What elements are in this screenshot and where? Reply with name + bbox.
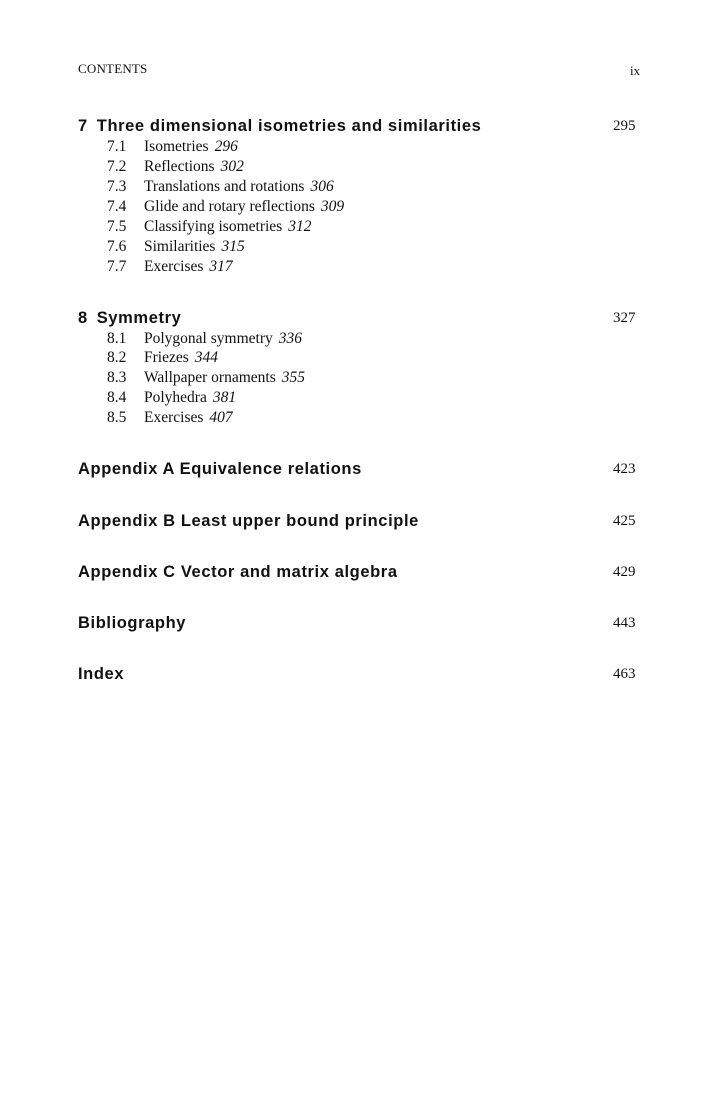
section-page: 317 [209, 258, 233, 275]
section-page: 336 [278, 330, 302, 347]
section-number: 8.5 [107, 409, 127, 426]
section-page: 315 [221, 238, 245, 255]
chapter-number: 8 [78, 309, 88, 327]
section-page: 344 [194, 349, 219, 366]
section-number: 7.7 [107, 258, 127, 275]
section-title: Glide and rotary reflections [144, 198, 315, 215]
section-page: 309 [320, 198, 345, 215]
section-7-4[interactable] [107, 198, 344, 216]
section-7-7[interactable] [107, 258, 233, 276]
section-7-2[interactable] [107, 158, 244, 176]
section-title: Isometries [144, 138, 209, 155]
section-title: Similarities [144, 238, 216, 255]
section-7-1[interactable] [107, 138, 238, 156]
appendix-b-heading[interactable]: Appendix B Least upper bound principle [78, 512, 419, 530]
appendix-a-page: 423 [613, 461, 636, 477]
section-page: 296 [214, 138, 238, 155]
section-7-3[interactable] [107, 178, 334, 196]
section-title: Polygonal symmetry [144, 330, 273, 347]
section-number: 7.4 [107, 198, 127, 215]
section-title: Reflections [144, 158, 215, 175]
section-number: 8.3 [107, 369, 127, 386]
section-8-3[interactable] [107, 369, 305, 387]
chapter-title: Three dimensional isometries and similarities [96, 117, 482, 135]
bibliography-page: 443 [613, 615, 636, 631]
chapter-7-page: 295 [613, 118, 636, 134]
section-number: 7.5 [107, 218, 127, 235]
page-folio: ix [630, 63, 641, 78]
section-7-6[interactable] [107, 238, 245, 256]
appendix-b-page: 425 [613, 513, 636, 529]
section-number: 8.4 [107, 389, 127, 406]
appendix-c-page: 429 [613, 564, 636, 580]
section-title: Classifying isometries [144, 218, 283, 235]
section-title: Wallpaper ornaments [144, 369, 276, 386]
appendix-c-heading[interactable]: Appendix C Vector and matrix algebra [78, 563, 398, 581]
section-title: Exercises [144, 258, 204, 275]
section-8-5[interactable] [107, 409, 233, 427]
section-8-1[interactable] [107, 330, 302, 348]
section-page: 381 [212, 389, 237, 406]
running-head: CONTENTS [78, 61, 148, 76]
chapter-number: 7 [78, 117, 88, 135]
section-number: 7.1 [107, 138, 127, 155]
chapter-8-page: 327 [613, 310, 636, 326]
appendix-a-heading[interactable]: Appendix A Equivalence relations [78, 460, 362, 478]
section-number: 7.6 [107, 238, 127, 255]
section-page: 306 [310, 178, 334, 195]
section-page: 302 [220, 158, 244, 175]
section-number: 8.2 [107, 349, 127, 366]
index-page: 463 [613, 666, 636, 682]
section-title: Exercises [144, 409, 204, 426]
section-page: 312 [288, 218, 312, 235]
section-number: 8.1 [107, 330, 127, 347]
section-8-4[interactable] [107, 389, 236, 407]
section-page: 355 [281, 369, 305, 386]
section-7-5[interactable] [107, 218, 311, 236]
chapter-title: Symmetry [96, 309, 182, 327]
bibliography-heading[interactable]: Bibliography [78, 614, 187, 632]
section-title: Polyhedra [144, 389, 207, 406]
section-8-2[interactable] [107, 349, 218, 367]
section-title: Friezes [144, 349, 189, 366]
section-number: 7.3 [107, 178, 127, 195]
section-title: Translations and rotations [144, 178, 305, 195]
section-number: 7.2 [107, 158, 127, 175]
index-heading[interactable]: Index [78, 665, 125, 683]
chapter-8-heading[interactable] [78, 309, 181, 328]
section-page: 407 [209, 409, 233, 426]
chapter-7-heading[interactable] [78, 117, 481, 136]
